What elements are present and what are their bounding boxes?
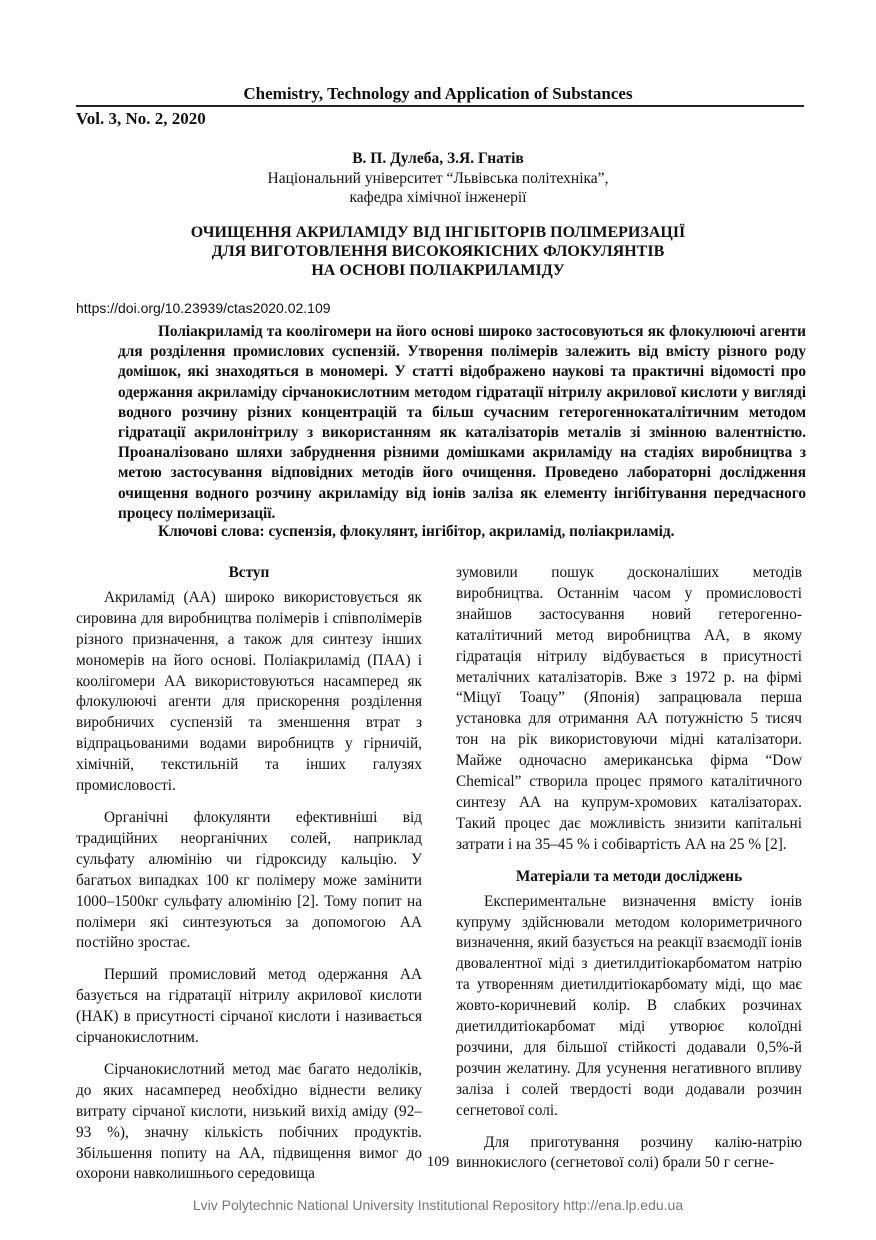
- page-number: 109: [426, 1154, 450, 1170]
- title-line-3: НА ОСНОВІ ПОЛІАКРИЛАМІДУ: [311, 262, 565, 279]
- paragraph: Для приготування розчину калію-натрію виннокислого (сегнетової солі) брали 50 г сегне-: [456, 1133, 802, 1172]
- header-rule: [76, 105, 804, 107]
- volume-issue: Vol. 3, No. 2, 2020: [76, 109, 206, 128]
- paragraph: Акриламід (АА) широко використовується як сировина для виробництва полімерів і співполімерів різного призначення, а також для синтезу інших мономерів на його основі. Поліакриламід (ПАА) і коолігомери АА використовуються насамперед як флокулюючі агенти для прискорення розділення виробничих суспензій та зменшення втрат з відпрацьованими водами виробництв у гірничій, хімічній, текстильній та інших галузях промисловості.: [76, 588, 422, 795]
- authors: В. П. Дулеба, З.Я. Гнатів: [352, 150, 524, 167]
- repository-footer: Lviv Polytechnic National University Institutional Repository http://ena.lp.edu.ua: [192, 1197, 684, 1213]
- section-heading-intro: Вступ: [228, 564, 270, 581]
- left-column: [76, 563, 422, 1196]
- abstract: [118, 322, 806, 524]
- keywords: Ключові слова: суспензія, флокулянт, інгібітор, акриламід, поліакриламід.: [158, 523, 675, 540]
- journal-title: Chemistry, Technology and Application of Substances: [243, 84, 633, 103]
- doi-link[interactable]: https://doi.org/10.23939/ctas2020.02.109: [76, 300, 331, 316]
- title-line-2: ДЛЯ ВИГОТОВЛЕННЯ ВИСОКОЯКІСНИХ ФЛОКУЛЯНТІВ: [211, 243, 665, 260]
- affiliation-university: Національний університет “Львівська політехніка”,: [267, 170, 609, 187]
- affiliation-department: кафедра хімічної інженерії: [349, 189, 527, 206]
- paper-title: [0, 223, 876, 280]
- title-line-1: ОЧИЩЕННЯ АКРИЛАМІДУ ВІД ІНГІБІТОРІВ ПОЛІМЕРИЗАЦІЇ: [190, 224, 686, 241]
- abstract-text: Поліакриламід та коолігомери на його основі широко застосовуються як флокулюючі агенти для розділення промислових суспензій. Утворення полімерів залежить від вмісту різного роду домішок, які знаходяться в мономері. У статті відображено наукові та практичні відомості про одержання акриламіду сірчанокислотним методом гідратації нітрилу акрилової кислоти у вигляді водного розчину різних концентрацій та більш сучасним гетерогеннокаталітичним методом гідратації акрилонітрилу з використанням як каталізаторів металів зі змінною валентністю. Проаналізовано шляхи забруднення різними домішками акриламіду на стадіях виробництва з метою застосування відповідних методів його очищення. Проведено лабораторні дослідження очищення водного розчину акриламіду від іонів заліза як елементу інгібітування передчасного процесу полімеризації.: [118, 323, 806, 522]
- paragraph: Сірчанокислотний метод має багато недоліків, до яких насамперед необхідно віднести велику витрату сірчаної кислоти, низький вихід аміду (92–93 %), значну кількість побічних продуктів. Збільшення попиту на АА, підвищення вимог до охорони навколишнього середовища: [76, 1060, 422, 1183]
- section-heading-methods: Матеріали та методи досліджень: [515, 867, 743, 885]
- paragraph: Перший промисловий метод одержання АА базується на гідратації нітрилу акрилової кислоти (НАК) в присутності сірчаної кислоти і називається сірчанокислотним.: [76, 966, 422, 1047]
- paragraph: зумовили пошук досконаліших методів виробництва. Останнім часом у промисловості знайшов застосування новий гетерогенно-каталітичний метод виробництва АА, в якому гідратація нітрилу відбувається в присутності металічних каталізаторів. Вже з 1972 р. на фірмі “Міцуї Тоацу” (Японія) запрацювала перша установка для отримання АА потужністю 5 тисяч тон на рік використовуючи мідні каталізатори. Майже одночасно американська фірма “Dow Chemical” створила процес прямого каталітичного синтезу АА на купрум-хромових каталізаторах. Такий процес дає можливість знизити капітальні затрати і на 35–45 % і собівартість АА на 25 % [2].: [456, 564, 802, 853]
- paragraph: Експериментальне визначення вмісту іонів купруму здійснювали методом колориметричного визначення, який базується на реакції взаємодії іонів двовалентної міді з диетилдитіокарбоматом натрію та утворенням диетилдитіокарбомату міді, що має жовто-коричневий колір. В слабких розчинах диетилдитіокарбомат міді утворює колоїдні розчини, для більшої стійкості додавали 0,5%-й розчин желатину. Для усунення негативного впливу заліза і солей твердості води додавали розчин сегнетової солі.: [456, 892, 802, 1119]
- paragraph: Органічні флокулянти ефективніші від традиційних неорганічних солей, наприклад сульфату алюмінію чи гідроксиду кальцію. У багатьох випадках 100 кг полімеру може замінити 1000–1500кг сульфату алюмінію [2]. Тому попит на полімери які синтезуються за допомогою АА постійно зростає.: [76, 808, 422, 952]
- right-column: [456, 563, 802, 1185]
